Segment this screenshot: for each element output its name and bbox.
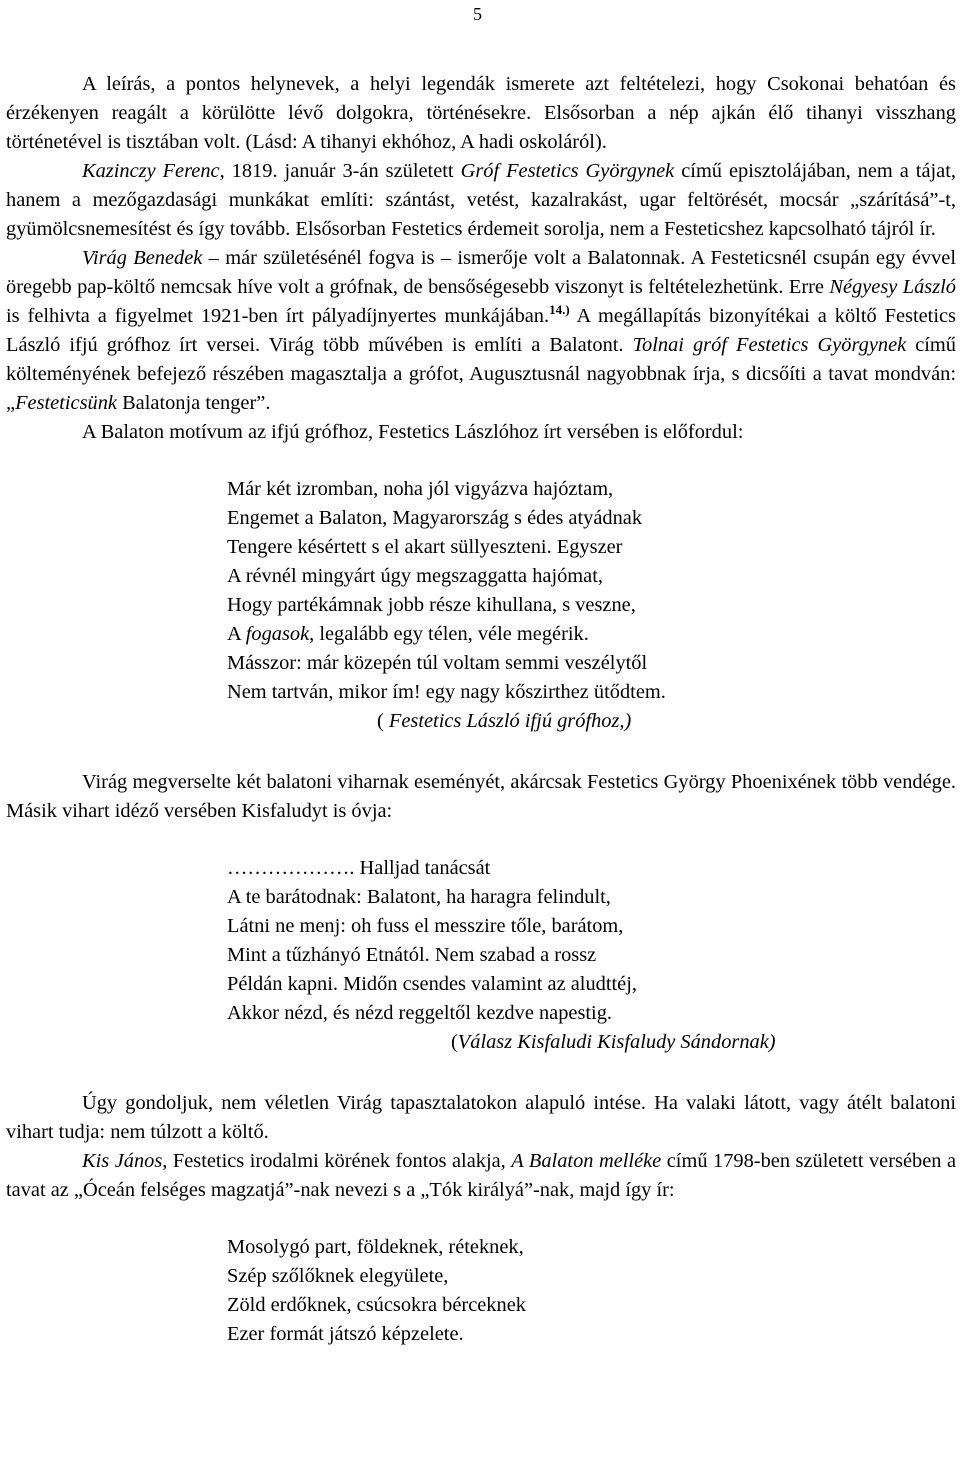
- italic-word: fogasok: [245, 623, 310, 645]
- quote-festeticsunk: Festeticsünk: [15, 392, 117, 414]
- paragraph-virag-benedek: [6, 244, 956, 418]
- poem-kisfaludy: [6, 854, 956, 1057]
- poem-line: A révnél mingyárt úgy megszaggatta hajómat,: [227, 565, 603, 587]
- attribution-title: Festetics László ifjú gróf: [388, 710, 592, 732]
- poem-line: ………………. Halljad tanácsát: [227, 857, 491, 879]
- work-title-balaton-melleke: A Balaton melléke: [511, 1150, 662, 1172]
- paragraph-kazinczy: [6, 157, 956, 244]
- document-body: [6, 70, 956, 1349]
- poem-line: Példán kapni. Midőn csendes valamint az aludttéj,: [227, 973, 637, 995]
- poem-line: Nem tartván, mikor ím! egy nagy kőszirthez ütődtem.: [227, 681, 666, 703]
- text-segment: is felhivta a figyelmet 1921-ben írt pályadíjnyertes munkájában.: [6, 305, 550, 327]
- text-segment: (: [451, 1031, 458, 1053]
- author-name-kis-janos: Kis János: [82, 1150, 163, 1172]
- paragraph-conclusion: Úgy gondoljuk, nem véletlen Virág tapasztalatokon alapuló intése. Ha valaki látott, vagy átélt balatoni vihart tudja: nem túlzott a költő.: [6, 1092, 956, 1143]
- poem-attribution: [227, 707, 956, 736]
- text-segment: című 1798-ben született versében a tavat az „Óceán felséges magzatjá”-nak nevezi s a „Tók királyá”-nak, majd így ír:: [6, 1150, 957, 1201]
- poem-line: Látni ne menj: oh fuss el messzire tőle, barátom,: [227, 915, 624, 937]
- footnote-marker: 14.): [549, 302, 570, 318]
- poem-line: Tengere késértett s el akart süllyeszteni. Egyszer: [227, 536, 623, 558]
- text-segment: Balatonja tenger”.: [116, 392, 271, 414]
- poem-line: Zöld erdőknek, csúcsokra bérceknek: [227, 1294, 526, 1316]
- poem-attribution: [227, 1028, 956, 1057]
- poem-line: Már két izromban, noha jól vigyázva hajóztam,: [227, 478, 614, 500]
- text-segment: A: [227, 623, 246, 645]
- poem-line: A te barátodnak: Balatont, ha haragra felindult,: [227, 886, 611, 908]
- attribution-title: hoz,): [591, 710, 632, 732]
- author-name-virag: Virág Benedek: [82, 247, 203, 269]
- work-title-tolnai: Tolnai gróf Festetics Györgynek: [632, 334, 907, 356]
- author-name-negyesy: Négyesy László: [829, 276, 956, 298]
- poem-line: Akkor nézd, és nézd reggeltől kezdve napestig.: [227, 1002, 613, 1024]
- poem-line: Másszor: már közepén túl voltam semmi veszélytől: [227, 652, 648, 674]
- text-segment: , Festetics irodalmi körének fontos alakja,: [162, 1150, 512, 1172]
- poem-line: [227, 620, 956, 649]
- poem-line: Mosolygó part, földeknek, réteknek,: [227, 1236, 524, 1258]
- author-name-kazinczy: Kazinczy Ferenc,: [82, 160, 225, 182]
- poem-festetics-laszlo: [6, 475, 956, 736]
- paragraph-kis-janos: [6, 1147, 956, 1205]
- attribution-title: Válasz Kisfaludi Kisfaludy Sándornak): [457, 1031, 776, 1053]
- page-number: 5: [473, 4, 482, 24]
- text-segment: című episztolájában, nem a tájat, hanem a mezőgazdasági munkákat említi: szántást, vetést, kazalrakást, ugar feltörését, mocsár „szárításá”-t, gyümölcsnemesítést és így tovább. Elsősorban Festetics érdemeit sorolja, nem a Festeticshez kapcsolható tájról ír.: [6, 160, 956, 240]
- poem-line: Ezer formát játszó képzelete.: [227, 1323, 464, 1345]
- text-segment: A megállapítás bizonyítékai a költő Festetics László ifjú grófhoz írt versei. Virág több művében is említi a Balatont.: [6, 305, 956, 356]
- text-segment: című költeményének befejező részében magasztalja a grófot, Augusztusnál nagyobbnak írja, s dicsőíti a tavat mondván: „: [6, 334, 956, 414]
- poem-line: Engemet a Balaton, Magyarország s édes atyádnak: [227, 507, 643, 529]
- work-title-festetics-gyorgy: Gróf Festetics Györgynek: [460, 160, 675, 182]
- paragraph-virag-storms: Virág megverselte két balatoni viharnak eseményét, akárcsak Festetics György Phoenixének több vendége. Másik vihart idéző versében Kisfaludyt is óvja:: [6, 771, 956, 822]
- text-segment: 1819. január 3-án született: [224, 160, 461, 182]
- paragraph-csokonai: A leírás, a pontos helynevek, a helyi legendák ismerete azt feltételezi, hogy Csokonai behatóan és érzékenyen reagált a körülötte lévő dolgokra, történésekre. Elsősorban a nép ajkán élő tihanyi visszhang történetével is tisztában volt. (Lásd: A tihanyi ekhóhoz, A hadi oskoláról).: [6, 73, 956, 153]
- text-segment: – már születésénél fogva is – ismerője volt a Balatonnak. A Festeticsnél csupán egy évvel öregebb pap-költő nemcsak híve volt a grófnak, de bensőségesebb viszonyt is feltételezhetünk. Erre: [6, 247, 957, 298]
- paragraph-balaton-motif: A Balaton motívum az ifjú grófhoz, Festetics Lászlóhoz írt versében is előfordul:: [82, 421, 744, 443]
- poem-balaton-melleke: [6, 1233, 956, 1349]
- text-segment: (: [377, 710, 389, 732]
- poem-line: Hogy partékámnak jobb része kihullana, s veszne,: [227, 594, 636, 616]
- poem-line: Szép szőlőknek elegyülete,: [227, 1265, 449, 1287]
- text-segment: , legalább egy télen, véle megérik.: [309, 623, 589, 645]
- poem-line: Mint a tűzhányó Etnától. Nem szabad a rossz: [227, 944, 597, 966]
